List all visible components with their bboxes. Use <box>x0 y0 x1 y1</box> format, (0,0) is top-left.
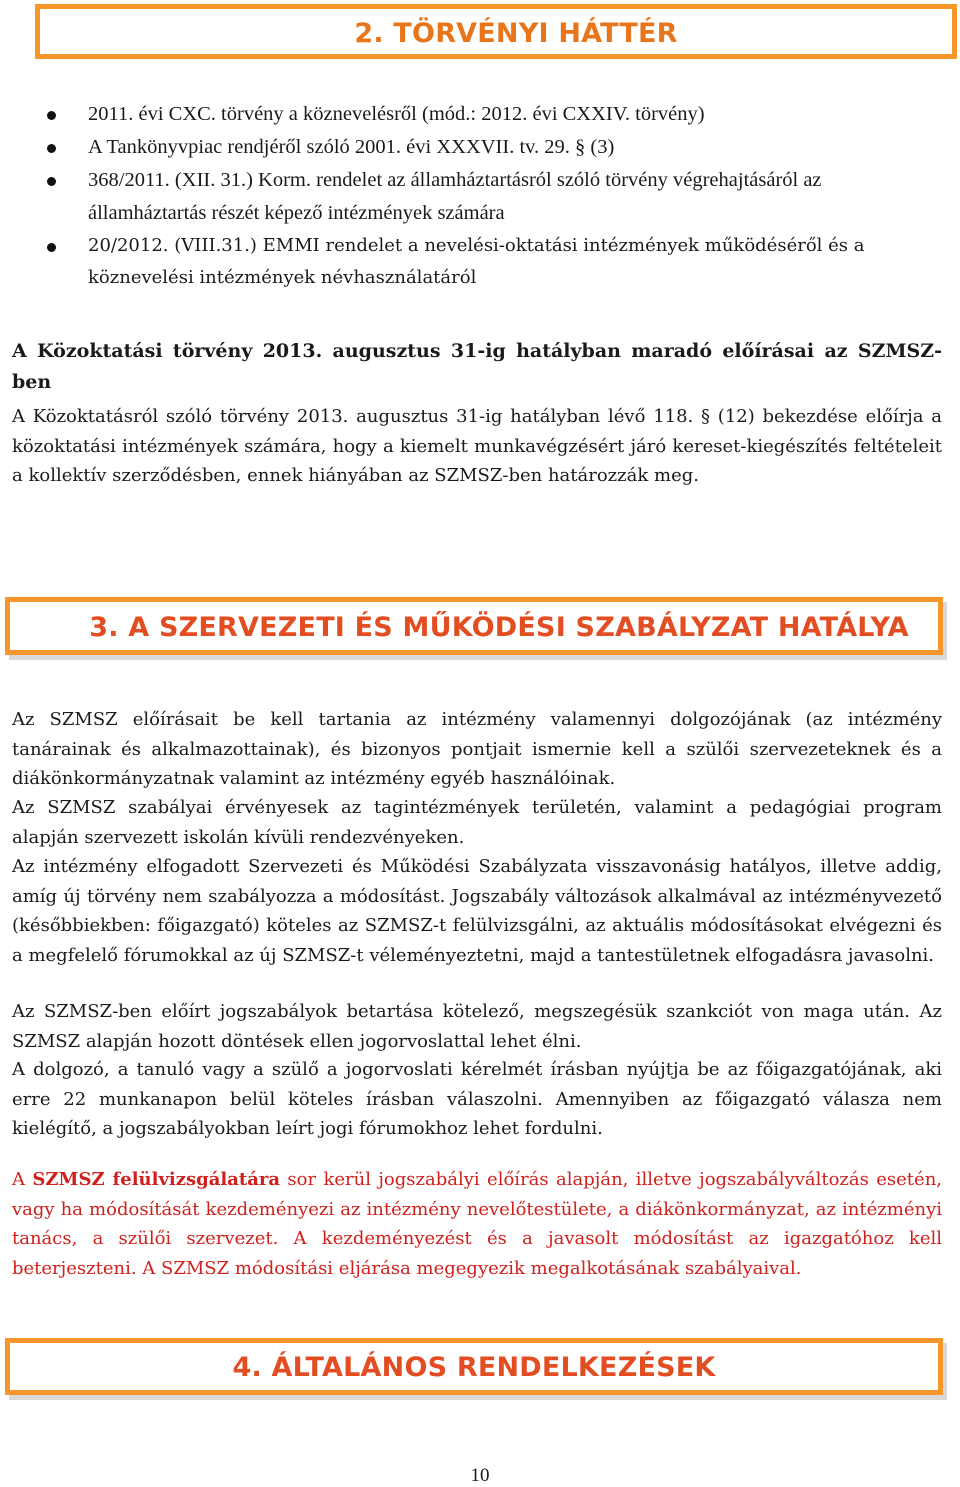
section-4-heading-box <box>5 1338 943 1395</box>
list-item: A Tankönyvpiac rendjéről szóló 2001. évi XXXVII. tv. 29. § (3) <box>40 131 945 164</box>
section-2-paragraph: A Közoktatásról szóló törvény 2013. augusztus 31-ig hatályban lévő 118. § (12) bekezdése előírja a közoktatási intézmények számára, hogy a kiemelt munkavégzésért járó kereset-kiegészítés feltételeit a kollektív szerződésben, ennek hiányában az SZMSZ-ben határozzák meg. <box>12 406 942 486</box>
section-3-review-paragraph <box>12 1165 942 1283</box>
list-item: 20/2012. (VIII.31.) EMMI rendelet a nevelési-oktatási intézmények működéséről és a köznevelési intézmények névhasználatáról <box>40 230 945 294</box>
page-number: 10 <box>470 1465 490 1486</box>
section-2-title: 2. TÖRVÉNYI HÁTTÉR <box>354 18 678 49</box>
legal-references-list <box>40 98 945 294</box>
section-4-title: 4. ÁLTALÁNOS RENDELKEZÉSEK <box>232 1352 716 1383</box>
review-text: sor kerül jogszabályi előírás alapján, illetve jogszabályváltozás esetén, vagy ha módosítását kezdeményezi az intézmény nevelőtestülete, a diákönkormányzat, az intézményi tanács, a szülői szervezet. A kezdeményezést és a javasolt módosítást az igazgatóhoz kell beterjeszteni. A SZMSZ módosítási eljárása megegyezik megalkotásának szabályaival. <box>12 1169 943 1279</box>
section-3-heading-box <box>5 597 943 655</box>
list-item: 368/2011. (XII. 31.) Korm. rendelet az államháztartásról szóló törvény végrehajtásáról az államháztartás részét képező intézmények számára <box>40 164 945 230</box>
section-3-title: 3. A SZERVEZETI ÉS MŰKÖDÉSI SZABÁLYZAT HATÁLYA <box>89 612 909 643</box>
review-emphasis: SZMSZ felülvizsgálatára <box>32 1169 281 1190</box>
section-2-subheading: A Közoktatási törvény 2013. augusztus 31-ig hatályban maradó előírásai az SZMSZ-ben <box>12 340 942 393</box>
review-prefix: A <box>12 1169 33 1190</box>
section-3-paragraph-3: Az intézmény elfogadott Szervezeti és Működési Szabályzata visszavonásig hatályos, illetve addig, amíg új törvény nem szabályozza a módosítást. Jogszabály változások alkalmával az intézményvezető (későbbiekben: főigazgató) köteles az SZMSZ-t felülvizsgálni, az aktuális módosításokat elvégezni és a megfelelő fórumokkal az új SZMSZ-t véleményeztetni, majd a tantestületnek elfogadásra javasolni. <box>12 856 942 966</box>
section-3-paragraph-5: A dolgozó, a tanuló vagy a szülő a jogorvoslati kérelmét írásban nyújtja be az főigazgatójának, aki erre 22 munkanapon belül köteles írásban válaszolni. Amennyiben az főigazgató válasza nem kielégítő, a jogszabályokban leírt jogi fórumokhoz lehet fordulni. <box>12 1059 942 1139</box>
section-3-paragraph-2: Az SZMSZ szabályai érvényesek az tagintézmények területén, valamint a pedagógiai program alapján szervezett iskolán kívüli rendezvényeken. <box>12 797 942 848</box>
section-3-paragraph-1: Az SZMSZ előírásait be kell tartania az intézmény valamennyi dolgozójának (az intézmény tanárainak és alkalmazottainak), és bizonyos pontjait ismernie kell a szülői szervezeteknek és a diákönkormányzatnak valamint az intézmény egyéb használóinak. <box>12 709 942 789</box>
section-3-paragraph-4: Az SZMSZ-ben előírt jogszabályok betartása kötelező, megszegésük szankciót von maga után. Az SZMSZ alapján hozott döntések ellen jogorvoslattal lehet élni. <box>12 1001 942 1052</box>
section-2-heading-box <box>35 4 957 59</box>
list-item: 2011. évi CXC. törvény a köznevelésről (mód.: 2012. évi CXXIV. törvény) <box>40 98 945 131</box>
